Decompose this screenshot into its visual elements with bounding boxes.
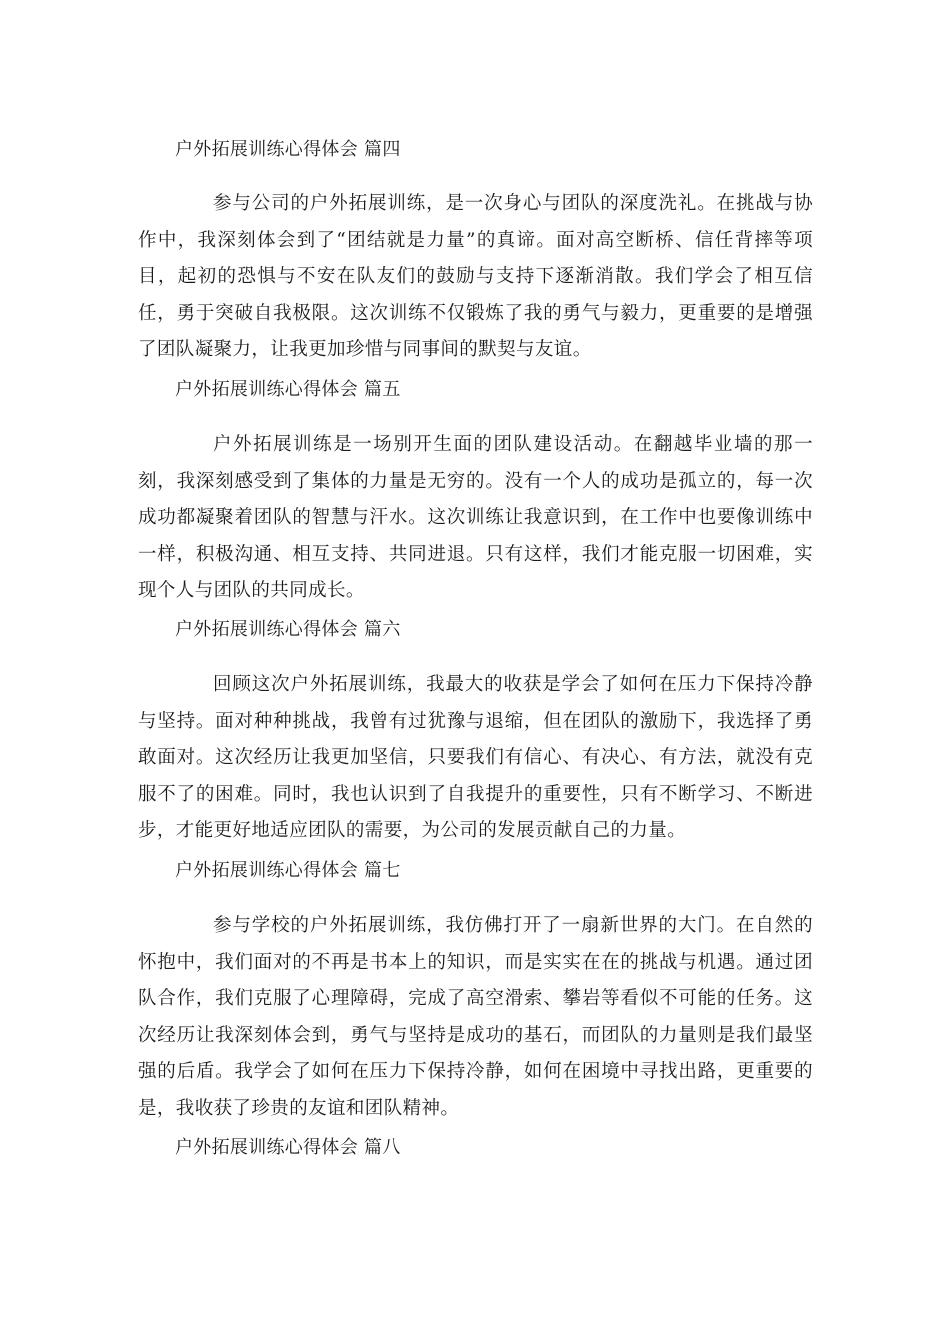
section-heading-4: 户外拓展训练心得体会 篇四 [175, 139, 401, 160]
section-paragraph-4: 参与公司的户外拓展训练，是一次身心与团队的深度洗礼。在挑战与协作中，我深刻体会到了“团结就是力量”的真谛。面对高空断桥、信任背摔等项目，起初的恐惧与不安在队友们的鼓励与支持下逐渐消散。我们学会了相互信任，勇于突破自我极限。这次训练不仅锻炼了我的勇气与毅力，更重要的是增强了团队凝聚力，让我更加珍惜与同事间的默契与友谊。 [138, 193, 813, 360]
section-heading-8: 户外拓展训练心得体会 篇八 [175, 1137, 401, 1158]
section-paragraph-7: 参与学校的户外拓展训练，我仿佛打开了一扇新世界的大门。在自然的怀抱中，我们面对的不再是书本上的知识，而是实实在在的挑战与机遇。通过团队合作，我们克服了心理障碍，完成了高空滑索、攀岩等看似不可能的任务。这次经历让我深刻体会到，勇气与坚持是成功的基石，而团队的力量则是我们最坚强的后盾。我学会了如何在压力下保持冷静，如何在困境中寻找出路，更重要的是，我收获了珍贵的友谊和团队精神。 [138, 915, 813, 1119]
section-paragraph-6: 回顾这次户外拓展训练，我最大的收获是学会了如何在压力下保持冷静与坚持。面对种种挑战，我曾有过犹豫与退缩，但在团队的激励下，我选择了勇敢面对。这次经历让我更加坚信，只要我们有信心、有决心、有方法，就没有克服不了的困难。同时，我也认识到了自我提升的重要性，只有不断学习、不断进步，才能更好地适应团队的需要，为公司的发展贡献自己的力量。 [138, 674, 813, 841]
section-paragraph-5: 户外拓展训练是一场别开生面的团队建设活动。在翻越毕业墙的那一刻，我深刻感受到了集体的力量是无穷的。没有一个人的成功是孤立的，每一次成功都凝聚着团队的智慧与汗水。这次训练让我意识到，在工作中也要像训练中一样，积极沟通、相互支持、共同进退。只有这样，我们才能克服一切困难，实现个人与团队的共同成长。 [138, 434, 813, 601]
section-heading-5: 户外拓展训练心得体会 篇五 [175, 379, 401, 400]
section-heading-6: 户外拓展训练心得体会 篇六 [175, 619, 401, 640]
section-heading-7: 户外拓展训练心得体会 篇七 [175, 860, 401, 881]
